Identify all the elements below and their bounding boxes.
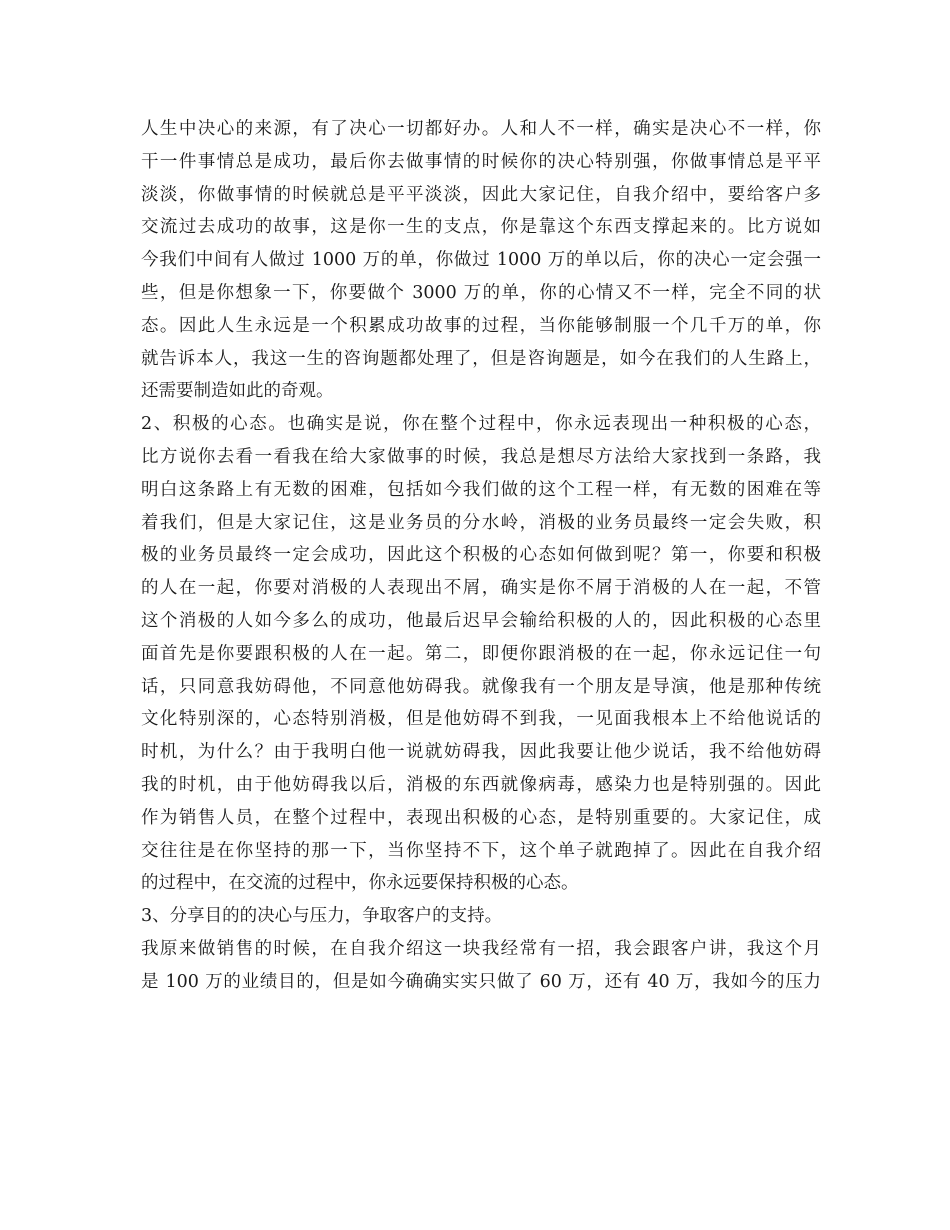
- text-line: 时机，为什么？由于我明白他一说就妨碍我，因此我要让他少说话，我不给他妨碍: [141, 742, 821, 763]
- text-line: 还需要制造如此的奇观。: [141, 381, 334, 402]
- text-line: 作为销售人员，在整个过程中，表现出积极的心态，是特别重要的。大家记住，成: [141, 807, 821, 828]
- text-line: 3、分享目的的决心与压力，争取客户的支持。: [141, 906, 503, 927]
- text-line: 文化特别深的，心态特别消极，但是他妨碍不到我，一见面我根本上不给他说话的: [141, 709, 821, 730]
- text-line: 态。因此人生永远是一个积累成功故事的过程，当你能够制服一个几千万的单，你: [141, 315, 821, 336]
- text-line: 2、积极的心态。也确实是说，你在整个过程中，你永远表现出一种积极的心态，: [141, 414, 821, 435]
- text-line: 的人在一起，你要对消极的人表现出不屑，确实是你不屑于消极的人在一起，不管: [141, 578, 821, 599]
- text-line: 是 100 万的业绩目的，但是如今确确实实只做了 60 万，还有 40 万，我如今的压力: [141, 971, 821, 992]
- text-line: 人生中决心的来源，有了决心一切都好办。人和人不一样，确实是决心不一样，你: [141, 119, 821, 139]
- text-line: 面首先是你要跟积极的人在一起。第二，即便你跟消极的在一起，你永远记住一句: [141, 643, 821, 664]
- text-line: 话，只同意我妨碍他，不同意他妨碍我。就像我有一个朋友是导演，他是那种传统: [141, 676, 821, 697]
- text-line: 些，但是你想象一下，你要做个 3000 万的单，你的心情又不一样，完全不同的状: [141, 282, 821, 303]
- text-line: 就告诉本人，我这一生的咨询题都处理了，但是咨询题是，如今在我们的人生路上，: [141, 348, 821, 369]
- text-line: 的过程中，在交流的过程中，你永远要保持积极的心态。: [141, 873, 579, 894]
- text-line: 今我们中间有人做过 1000 万的单，你做过 1000 万的单以后，你的决心一定会强一: [141, 250, 821, 271]
- text-line: 我原来做销售的时候，在自我介绍这一块我经常有一招，我会跟客户讲，我这个月: [141, 938, 821, 959]
- text-line: 交往往是在你坚持的那一下，当你坚持不下，这个单子就跑掉了。因此在自我介绍: [141, 840, 821, 861]
- text-line: 这个消极的人如今多么的成功，他最后迟早会输给积极的人的，因此积极的心态里: [141, 610, 821, 631]
- text-line: 明白这条路上有无数的困难，包括如今我们做的这个工程一样，有无数的困难在等: [141, 479, 821, 500]
- text-line: 干一件事情总是成功，最后你去做事情的时候你的决心特别强，你做事情总是平平: [141, 151, 821, 172]
- text-line: 淡淡，你做事情的时候就总是平平淡淡，因此大家记住，自我介绍中，要给客户多: [141, 184, 821, 205]
- text-line: 交流过去成功的故事，这是你一生的支点，你是靠这个东西支撑起来的。比方说如: [141, 217, 821, 238]
- text-line: 着我们，但是大家记住，这是业务员的分水岭，消极的业务员最终一定会失败，积: [141, 512, 821, 533]
- body-text: [141, 113, 821, 999]
- text-line: 比方说你去看一看我在给大家做事的时候，我总是想尽方法给大家找到一条路，我: [141, 446, 821, 467]
- text-line: 我的时机，由于他妨碍我以后，消极的东西就像病毒，感染力也是特别强的。因此: [141, 774, 821, 795]
- text-line: 极的业务员最终一定会成功，因此这个积极的心态如何做到呢？第一，你要和积极: [141, 545, 821, 566]
